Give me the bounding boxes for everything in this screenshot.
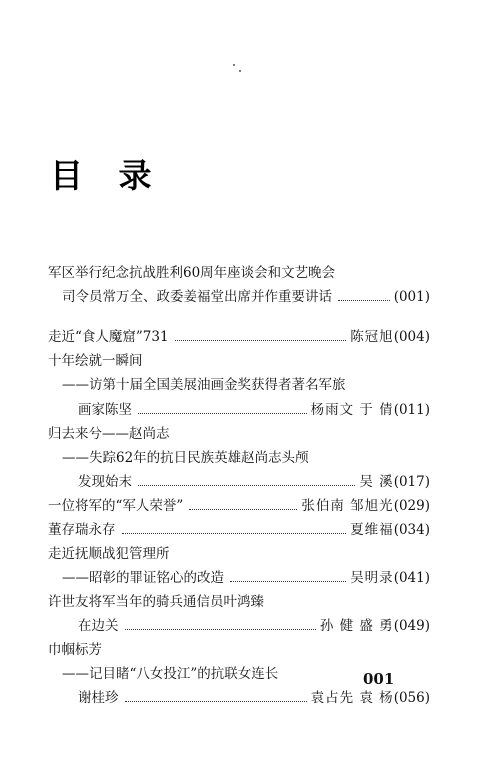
dot-leader (138, 413, 307, 414)
toc-entry-page: (029) (393, 498, 430, 514)
dot-leader (338, 300, 390, 301)
toc-entry-title: 军区举行纪念抗战胜利60周年座谈会和文艺晚会 (48, 265, 336, 281)
toc-entry (48, 423, 430, 445)
toc-entry-title: 董存瑞永存 (48, 522, 116, 538)
toc-entry-subtitle (48, 447, 430, 469)
toc-entry (48, 495, 430, 517)
toc-entry (48, 262, 430, 284)
dot-leader (138, 485, 355, 486)
toc-entry-title: ——访第十届全国美展油画金奖获得者著名军旅 (62, 377, 346, 393)
toc-entry-title: 许世友将军当年的骑兵通信员叶鸿臻 (48, 594, 264, 610)
toc-entry (48, 639, 430, 661)
toc-entry-title: 十年绘就一瞬间 (48, 353, 143, 369)
dot-leader (125, 701, 307, 702)
page-number: 001 (363, 670, 395, 688)
scan-speck (239, 70, 241, 72)
toc-entry-title: 在边关 (78, 618, 119, 634)
toc-entry (48, 326, 430, 348)
toc-entry-page: (034) (393, 522, 430, 538)
scan-speck (233, 64, 235, 66)
toc-entry-page: (017) (393, 474, 430, 490)
toc-entry-title: 一位将军的“军人荣誉” (48, 498, 184, 514)
toc-entry-author: 吴明录 (350, 570, 394, 586)
toc-entry-page: (001) (393, 289, 430, 305)
toc-entry-title: 发现始末 (78, 474, 132, 490)
toc-entry-author: 孙 健 盛 勇 (319, 618, 394, 634)
dot-leader (125, 629, 316, 630)
toc-entry (48, 687, 430, 709)
toc-entry-page: (049) (393, 618, 430, 634)
toc-entry (48, 350, 430, 372)
dot-leader (230, 581, 346, 582)
toc-entry-page: (011) (393, 402, 430, 418)
toc-entry-title: ——失踪62年的抗日民族英雄赵尚志头颅 (62, 450, 309, 466)
toc-entry-author: 张伯南 邹旭光 (301, 498, 394, 514)
dot-leader (189, 509, 297, 510)
toc-entry-title: ——记目睹“八女投江”的抗联女连长 (62, 666, 279, 682)
page-title: 目 录 (50, 156, 164, 195)
toc-entry (48, 399, 430, 421)
toc-entry-author: 杨雨文 于 倩 (310, 402, 394, 418)
toc-entry-title: 画家陈坚 (78, 402, 132, 418)
toc-entry-title: 走近抚顺战犯管理所 (48, 546, 170, 562)
toc-entry (48, 543, 430, 565)
toc-entry-title: 司令员常万全、政委姜福堂出席并作重要讲话 (62, 289, 332, 305)
toc-entry-author: 袁占先 袁 杨 (310, 690, 394, 706)
dot-leader (122, 533, 347, 534)
toc-entry-page: (056) (393, 690, 430, 706)
toc-entry-title: 巾帼标芳 (48, 642, 102, 658)
toc-entry-title: 归去来兮——赵尚志 (48, 426, 170, 442)
toc-entry-subtitle (48, 374, 430, 396)
toc-entry-title: 谢桂珍 (78, 690, 119, 706)
toc-entry-author: 陈冠旭 (350, 329, 394, 345)
toc-entry (48, 471, 430, 493)
dot-leader (175, 340, 347, 341)
toc-entry (48, 591, 430, 613)
toc-entry-author: 吴 溪 (359, 474, 394, 490)
toc-entry-page: (041) (393, 570, 430, 586)
toc-entry (48, 286, 430, 308)
toc-entry-title: 走近“食人魔窟”731 (48, 329, 169, 345)
toc-entry (48, 567, 430, 589)
toc-entry-author: 夏维福 (350, 522, 394, 538)
toc-entry-page: (004) (393, 329, 430, 345)
toc-entry (48, 519, 430, 541)
toc-entry-title: ——昭彰的罪证铭心的改造 (62, 570, 224, 586)
toc-entry (48, 615, 430, 637)
